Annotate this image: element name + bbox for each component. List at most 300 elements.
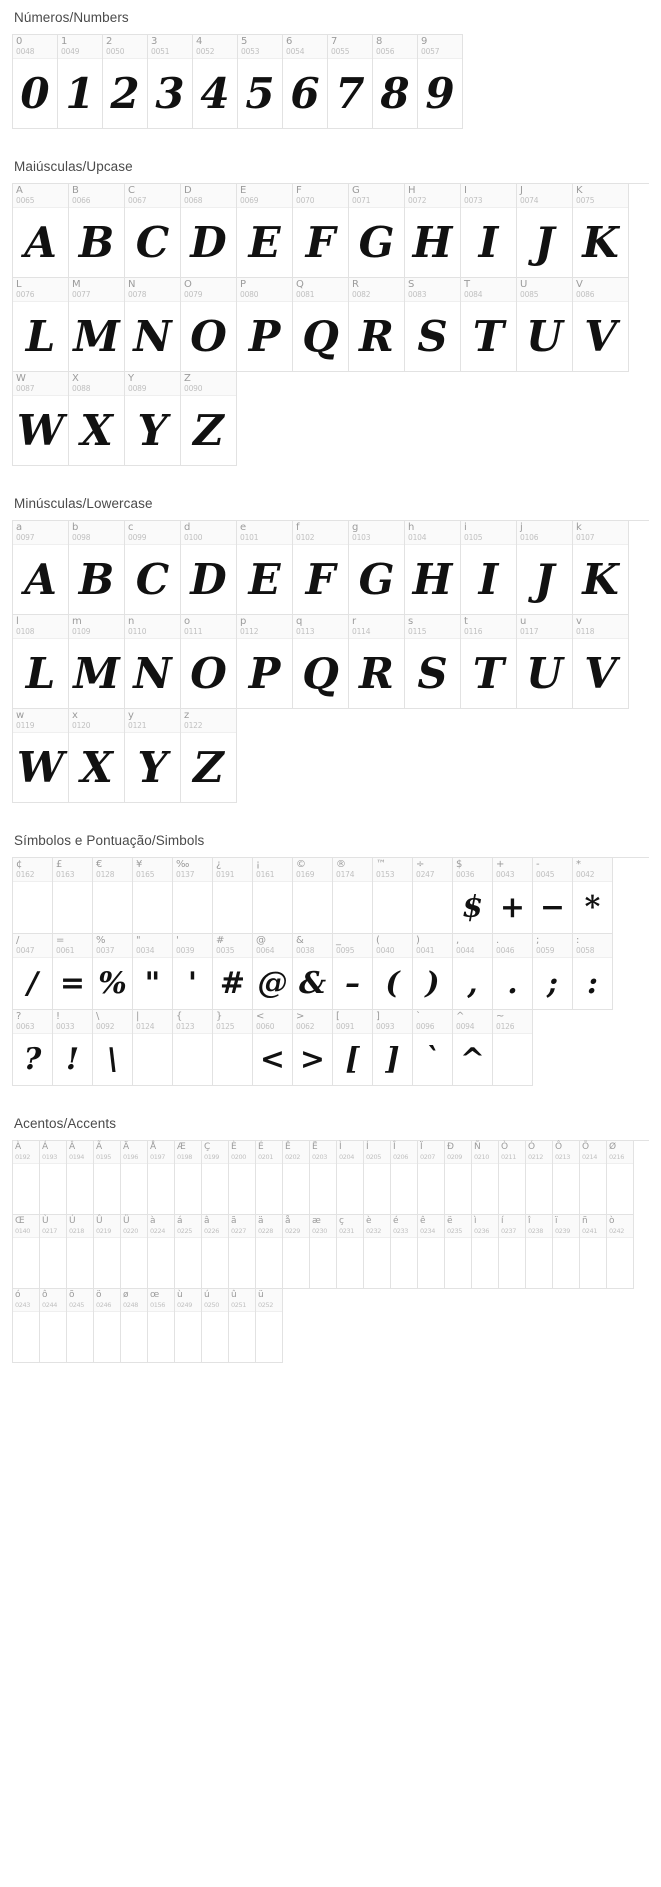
glyph-code-label: 0169 bbox=[296, 870, 315, 879]
glyph-preview: V bbox=[584, 649, 617, 698]
glyph-cell[interactable] bbox=[53, 858, 93, 934]
glyph-cell-header bbox=[349, 278, 404, 302]
glyph-cell-header bbox=[133, 934, 172, 958]
glyph-code-label: 0075 bbox=[576, 196, 595, 205]
glyph-cell[interactable] bbox=[253, 1010, 293, 1086]
glyph-cell[interactable] bbox=[418, 1215, 445, 1289]
glyph-char-label: æ bbox=[312, 1216, 321, 1226]
glyph-char-label: a bbox=[16, 522, 23, 533]
glyph-code-label: 0244 bbox=[42, 1301, 57, 1309]
glyph-cell[interactable] bbox=[173, 858, 213, 934]
glyph-preview: G bbox=[358, 555, 395, 604]
glyph-char-label: ä bbox=[258, 1216, 264, 1226]
glyph-cell[interactable] bbox=[121, 1141, 148, 1215]
glyph-cell[interactable] bbox=[13, 1010, 53, 1086]
glyph-preview: ! bbox=[65, 1042, 80, 1077]
glyph-cell-header bbox=[445, 1141, 471, 1164]
glyph-cell-header bbox=[173, 934, 212, 958]
glyph-preview bbox=[13, 1238, 39, 1288]
glyph-cell[interactable] bbox=[573, 521, 629, 615]
glyph-cell-header bbox=[175, 1141, 201, 1164]
glyph-cell[interactable] bbox=[333, 934, 373, 1010]
glyph-char-label: | bbox=[136, 1011, 140, 1022]
glyph-cell[interactable] bbox=[94, 1141, 121, 1215]
glyph-preview bbox=[364, 1164, 390, 1214]
glyph-cell[interactable] bbox=[125, 709, 181, 803]
glyph-cell[interactable] bbox=[349, 278, 405, 372]
glyph-cell[interactable] bbox=[53, 934, 93, 1010]
glyph-cell[interactable] bbox=[333, 1010, 373, 1086]
glyph-preview bbox=[256, 1238, 282, 1288]
glyph-cell[interactable] bbox=[573, 858, 613, 934]
glyph-cell[interactable] bbox=[175, 1141, 202, 1215]
glyph-cell[interactable] bbox=[94, 1215, 121, 1289]
glyph-cell[interactable] bbox=[121, 1215, 148, 1289]
glyph-cell[interactable] bbox=[181, 184, 237, 278]
glyph-code-label: 0220 bbox=[123, 1227, 138, 1235]
glyph-code-label: 0099 bbox=[128, 533, 147, 542]
glyph-cell[interactable] bbox=[373, 858, 413, 934]
glyph-char-label: ? bbox=[16, 1011, 22, 1022]
glyph-code-label: 0034 bbox=[136, 946, 155, 955]
glyph-preview bbox=[40, 1164, 66, 1214]
glyph-code-label: 0093 bbox=[376, 1022, 395, 1031]
glyph-cell[interactable] bbox=[253, 858, 293, 934]
glyph-cell[interactable] bbox=[213, 934, 253, 1010]
glyph-cell[interactable] bbox=[13, 1215, 40, 1289]
glyph-cell[interactable] bbox=[533, 934, 573, 1010]
glyph-preview: F bbox=[305, 555, 336, 604]
glyph-code-label: 0118 bbox=[576, 627, 595, 636]
glyph-cell[interactable] bbox=[293, 1010, 333, 1086]
glyph-cell[interactable] bbox=[148, 1289, 175, 1363]
glyph-cell[interactable] bbox=[405, 521, 461, 615]
glyph-cell[interactable] bbox=[202, 1215, 229, 1289]
glyph-cell[interactable] bbox=[148, 1215, 175, 1289]
glyph-cell[interactable] bbox=[133, 1010, 173, 1086]
glyph-cell[interactable] bbox=[40, 1289, 67, 1363]
glyph-cell[interactable] bbox=[373, 1010, 413, 1086]
glyph-cell-header bbox=[573, 278, 628, 302]
glyph-cell[interactable] bbox=[373, 934, 413, 1010]
glyph-preview: Z bbox=[193, 743, 224, 792]
glyph-code-label: 0234 bbox=[420, 1227, 435, 1235]
glyph-cell[interactable] bbox=[67, 1215, 94, 1289]
glyph-cell[interactable] bbox=[213, 1010, 253, 1086]
glyph-cell[interactable] bbox=[293, 615, 349, 709]
glyph-cell[interactable] bbox=[93, 934, 133, 1010]
glyph-cell-header bbox=[125, 372, 180, 396]
glyph-code-label: 0174 bbox=[336, 870, 355, 879]
glyph-cell[interactable] bbox=[69, 615, 125, 709]
glyph-cell[interactable] bbox=[293, 184, 349, 278]
glyph-cell[interactable] bbox=[13, 1141, 40, 1215]
glyph-preview bbox=[253, 882, 292, 933]
glyph-cell[interactable] bbox=[13, 521, 69, 615]
glyph-char-label: ™ bbox=[376, 859, 386, 870]
glyph-code-label: 0246 bbox=[96, 1301, 111, 1309]
glyph-char-label: i bbox=[464, 522, 467, 533]
glyph-cell[interactable] bbox=[181, 372, 237, 466]
glyph-cell-header bbox=[553, 1141, 579, 1164]
glyph-cell[interactable] bbox=[493, 934, 533, 1010]
glyph-preview: O bbox=[190, 312, 227, 361]
glyph-char-label: Ä bbox=[123, 1142, 130, 1152]
glyph-cell[interactable] bbox=[453, 858, 493, 934]
glyph-char-label: Ç bbox=[204, 1142, 211, 1152]
glyph-char-label: = bbox=[56, 935, 65, 946]
section-lowercase bbox=[12, 486, 649, 817]
glyph-char-label: Ü bbox=[123, 1216, 130, 1226]
glyph-cell[interactable] bbox=[472, 1141, 499, 1215]
glyph-code-label: 0217 bbox=[42, 1227, 57, 1235]
glyph-cell[interactable] bbox=[13, 615, 69, 709]
glyph-char-label: ø bbox=[123, 1290, 129, 1300]
glyph-cell-header bbox=[40, 1141, 66, 1164]
glyph-char-label: H bbox=[408, 185, 416, 196]
glyph-char-label: Å bbox=[150, 1142, 157, 1152]
glyph-cell[interactable] bbox=[202, 1141, 229, 1215]
glyph-char-label: % bbox=[96, 935, 106, 946]
glyph-preview: R bbox=[359, 312, 394, 361]
glyph-code-label: 0162 bbox=[16, 870, 35, 879]
glyph-cell[interactable] bbox=[13, 35, 58, 129]
glyph-cell[interactable] bbox=[173, 934, 213, 1010]
glyph-cell[interactable] bbox=[283, 35, 328, 129]
glyph-cell[interactable] bbox=[229, 1215, 256, 1289]
glyph-preview bbox=[391, 1238, 417, 1288]
glyph-preview: 6 bbox=[290, 69, 320, 118]
glyph-cell[interactable] bbox=[13, 184, 69, 278]
glyph-code-label: 0033 bbox=[56, 1022, 75, 1031]
glyph-cell-header bbox=[13, 1289, 39, 1312]
glyph-cell[interactable] bbox=[499, 1215, 526, 1289]
glyph-cell[interactable] bbox=[58, 35, 103, 129]
glyph-preview bbox=[418, 1164, 444, 1214]
glyph-char-label: w bbox=[16, 710, 25, 721]
glyph-cell[interactable] bbox=[349, 184, 405, 278]
glyph-char-label: : bbox=[576, 935, 580, 946]
glyph-code-label: 0247 bbox=[416, 870, 435, 879]
glyph-cell[interactable] bbox=[405, 184, 461, 278]
section-title-uppercase: Maiúsculas/Upcase bbox=[14, 159, 133, 174]
glyph-preview bbox=[553, 1238, 579, 1288]
glyph-cell[interactable] bbox=[175, 1289, 202, 1363]
glyph-cell-header bbox=[256, 1141, 282, 1164]
glyph-code-label: 0251 bbox=[231, 1301, 246, 1309]
glyph-cell[interactable] bbox=[413, 1010, 453, 1086]
glyph-code-label: 0061 bbox=[56, 946, 75, 955]
section-title-lowercase: Minúsculas/Lowercase bbox=[14, 496, 153, 511]
glyph-cell[interactable] bbox=[69, 709, 125, 803]
glyph-cell[interactable] bbox=[229, 1141, 256, 1215]
glyph-cell[interactable] bbox=[13, 372, 69, 466]
glyph-cell[interactable] bbox=[40, 1141, 67, 1215]
glyph-cell[interactable] bbox=[573, 184, 629, 278]
glyph-char-label: ¡ bbox=[256, 859, 261, 870]
glyph-code-label: 0225 bbox=[177, 1227, 192, 1235]
glyph-cell[interactable] bbox=[349, 615, 405, 709]
glyph-char-label: x bbox=[72, 710, 78, 721]
glyph-cell[interactable] bbox=[573, 615, 629, 709]
glyph-char-label: ö bbox=[96, 1290, 102, 1300]
glyph-cell[interactable] bbox=[445, 1141, 472, 1215]
glyph-cell[interactable] bbox=[93, 1010, 133, 1086]
glyph-char-label: P bbox=[240, 279, 247, 290]
glyph-char-label: W bbox=[16, 373, 26, 384]
glyph-cell[interactable] bbox=[293, 934, 333, 1010]
glyph-code-label: 0153 bbox=[376, 870, 395, 879]
glyph-cell[interactable] bbox=[364, 1215, 391, 1289]
glyph-preview: M bbox=[73, 312, 120, 361]
glyph-cell[interactable] bbox=[256, 1215, 283, 1289]
glyph-code-label: 0081 bbox=[296, 290, 315, 299]
glyph-cell-header bbox=[173, 1010, 212, 1034]
glyph-preview: 2 bbox=[110, 69, 140, 118]
glyph-cell[interactable] bbox=[493, 1010, 533, 1086]
glyph-preview: U bbox=[526, 312, 563, 361]
glyph-code-label: 0045 bbox=[536, 870, 555, 879]
glyph-cell[interactable] bbox=[125, 521, 181, 615]
glyph-cell-header bbox=[40, 1289, 66, 1312]
glyph-code-label: 0090 bbox=[184, 384, 203, 393]
glyph-cell[interactable] bbox=[181, 709, 237, 803]
glyph-cell[interactable] bbox=[13, 278, 69, 372]
glyph-cell[interactable] bbox=[461, 521, 517, 615]
glyph-cell[interactable] bbox=[125, 372, 181, 466]
glyph-cell-header bbox=[93, 1010, 132, 1034]
glyph-preview: 0 bbox=[20, 69, 50, 118]
glyph-cell[interactable] bbox=[526, 1215, 553, 1289]
glyph-cell[interactable] bbox=[337, 1141, 364, 1215]
section-spacer bbox=[12, 1086, 649, 1100]
glyph-char-label: Î bbox=[393, 1142, 396, 1152]
glyph-cell[interactable] bbox=[181, 278, 237, 372]
glyph-preview: N bbox=[133, 649, 172, 698]
glyph-cell[interactable] bbox=[310, 1141, 337, 1215]
glyph-preview: C bbox=[135, 555, 170, 604]
glyph-cell[interactable] bbox=[229, 1289, 256, 1363]
glyph-cell[interactable] bbox=[103, 35, 148, 129]
glyph-cell[interactable] bbox=[413, 858, 453, 934]
glyph-code-label: 0089 bbox=[128, 384, 147, 393]
glyph-char-label: O bbox=[184, 279, 192, 290]
glyph-cell[interactable] bbox=[333, 858, 373, 934]
glyph-cell-header bbox=[405, 521, 460, 545]
glyph-cell[interactable] bbox=[181, 615, 237, 709]
glyph-cell[interactable] bbox=[413, 934, 453, 1010]
glyph-code-label: 0087 bbox=[16, 384, 35, 393]
glyph-cell-header bbox=[58, 35, 102, 59]
glyph-char-label: 9 bbox=[421, 36, 428, 47]
glyph-cell[interactable] bbox=[337, 1215, 364, 1289]
glyph-cell[interactable] bbox=[13, 934, 53, 1010]
glyph-cell[interactable] bbox=[517, 184, 573, 278]
glyph-cell[interactable] bbox=[607, 1141, 634, 1215]
glyph-char-label: í bbox=[501, 1216, 504, 1226]
glyph-cell[interactable] bbox=[517, 521, 573, 615]
glyph-cell[interactable] bbox=[453, 1010, 493, 1086]
glyph-cell[interactable] bbox=[69, 521, 125, 615]
glyph-preview: J bbox=[534, 218, 555, 267]
glyph-cell[interactable] bbox=[13, 709, 69, 803]
glyph-char-label: ü bbox=[258, 1290, 264, 1300]
glyph-cell[interactable] bbox=[493, 858, 533, 934]
glyph-char-label: ú bbox=[204, 1290, 210, 1300]
glyph-cell[interactable] bbox=[391, 1215, 418, 1289]
glyph-code-label: 0243 bbox=[15, 1301, 30, 1309]
glyph-cell[interactable] bbox=[93, 858, 133, 934]
section-uppercase bbox=[12, 149, 649, 480]
glyph-cell[interactable] bbox=[121, 1289, 148, 1363]
glyph-preview: L bbox=[25, 312, 56, 361]
glyph-cell[interactable] bbox=[310, 1215, 337, 1289]
glyph-cell[interactable] bbox=[125, 184, 181, 278]
glyph-preview bbox=[553, 1164, 579, 1214]
glyph-cell[interactable] bbox=[553, 1141, 580, 1215]
glyph-cell[interactable] bbox=[181, 521, 237, 615]
glyph-char-label: k bbox=[576, 522, 582, 533]
glyph-preview bbox=[213, 882, 252, 933]
glyph-cell[interactable] bbox=[573, 278, 629, 372]
glyph-cell[interactable] bbox=[53, 1010, 93, 1086]
glyph-cell[interactable] bbox=[405, 615, 461, 709]
glyph-cell[interactable] bbox=[13, 858, 53, 934]
glyph-cell[interactable] bbox=[237, 278, 293, 372]
glyph-code-label: 0101 bbox=[240, 533, 259, 542]
glyph-char-label: ^ bbox=[456, 1011, 465, 1022]
glyph-preview bbox=[148, 1164, 174, 1214]
glyph-cell[interactable] bbox=[461, 615, 517, 709]
glyph-cell[interactable] bbox=[202, 1289, 229, 1363]
glyph-cell-header bbox=[181, 521, 236, 545]
glyph-cell-header bbox=[13, 1215, 39, 1238]
glyph-cell-header bbox=[53, 858, 92, 882]
glyph-preview bbox=[121, 1238, 147, 1288]
glyph-cell-header bbox=[283, 35, 327, 59]
glyph-code-label: 0125 bbox=[216, 1022, 235, 1031]
glyph-cell[interactable] bbox=[40, 1215, 67, 1289]
glyph-cell[interactable] bbox=[238, 35, 283, 129]
glyph-code-label: 0198 bbox=[177, 1153, 192, 1161]
glyph-cell[interactable] bbox=[94, 1289, 121, 1363]
glyph-preview: G bbox=[358, 218, 395, 267]
glyph-cell[interactable] bbox=[69, 372, 125, 466]
glyph-char-label: ç bbox=[339, 1216, 344, 1226]
glyph-cell[interactable] bbox=[69, 278, 125, 372]
glyph-char-label: 8 bbox=[376, 36, 383, 47]
glyph-cell[interactable] bbox=[283, 1215, 310, 1289]
glyph-cell[interactable] bbox=[256, 1141, 283, 1215]
glyph-cell[interactable] bbox=[69, 184, 125, 278]
glyph-cell[interactable] bbox=[67, 1289, 94, 1363]
glyph-code-label: 0210 bbox=[474, 1153, 489, 1161]
glyph-cell[interactable] bbox=[405, 278, 461, 372]
glyph-char-label: e bbox=[240, 522, 247, 533]
glyph-cell[interactable] bbox=[193, 35, 238, 129]
glyph-cell[interactable] bbox=[580, 1141, 607, 1215]
glyph-cell[interactable] bbox=[391, 1141, 418, 1215]
glyph-cell[interactable] bbox=[373, 35, 418, 129]
glyph-cell-header bbox=[517, 615, 572, 639]
glyph-preview: T bbox=[472, 312, 505, 361]
glyph-cell[interactable] bbox=[237, 521, 293, 615]
glyph-code-label: 0214 bbox=[582, 1153, 597, 1161]
glyph-cell[interactable] bbox=[125, 615, 181, 709]
glyph-preview bbox=[493, 1034, 532, 1085]
glyph-cell[interactable] bbox=[526, 1141, 553, 1215]
section-title-accents: Acentos/Accents bbox=[14, 1116, 117, 1131]
glyph-cell-header bbox=[13, 709, 68, 733]
glyph-cell[interactable] bbox=[418, 35, 463, 129]
glyph-cell[interactable] bbox=[293, 278, 349, 372]
glyph-char-label: ÷ bbox=[416, 859, 425, 870]
glyph-cell[interactable] bbox=[13, 1289, 40, 1363]
glyph-char-label: œ bbox=[150, 1290, 160, 1300]
glyph-cell[interactable] bbox=[173, 1010, 213, 1086]
glyph-cell-header bbox=[337, 1141, 363, 1164]
glyph-cell[interactable] bbox=[256, 1289, 283, 1363]
glyph-cell-header bbox=[607, 1215, 633, 1238]
glyph-code-label: 0156 bbox=[150, 1301, 165, 1309]
glyph-cell[interactable] bbox=[580, 1215, 607, 1289]
glyph-cell-header bbox=[418, 1215, 444, 1238]
glyph-cell[interactable] bbox=[148, 1141, 175, 1215]
glyph-cell[interactable] bbox=[607, 1215, 634, 1289]
glyph-cell[interactable] bbox=[328, 35, 373, 129]
glyph-cell[interactable] bbox=[148, 35, 193, 129]
glyph-preview bbox=[283, 1238, 309, 1288]
glyph-cell[interactable] bbox=[461, 184, 517, 278]
glyph-cell[interactable] bbox=[553, 1215, 580, 1289]
glyph-cell[interactable] bbox=[349, 521, 405, 615]
glyph-cell[interactable] bbox=[364, 1141, 391, 1215]
glyph-cell[interactable] bbox=[133, 858, 173, 934]
glyph-cell[interactable] bbox=[445, 1215, 472, 1289]
glyph-cell[interactable] bbox=[125, 278, 181, 372]
glyph-cell[interactable] bbox=[453, 934, 493, 1010]
glyph-cell[interactable] bbox=[418, 1141, 445, 1215]
glyph-cell[interactable] bbox=[283, 1141, 310, 1215]
glyph-cell[interactable] bbox=[237, 184, 293, 278]
glyph-cell[interactable] bbox=[237, 615, 293, 709]
glyph-cell[interactable] bbox=[517, 278, 573, 372]
glyph-code-label: 0109 bbox=[72, 627, 91, 636]
glyph-code-label: 0237 bbox=[501, 1227, 516, 1235]
glyph-char-label: Ô bbox=[555, 1142, 563, 1152]
glyph-cell[interactable] bbox=[293, 521, 349, 615]
glyph-preview: 7 bbox=[335, 69, 365, 118]
glyph-code-label: 0235 bbox=[447, 1227, 462, 1235]
glyph-cell[interactable] bbox=[293, 858, 333, 934]
glyph-cell[interactable] bbox=[253, 934, 293, 1010]
glyph-cell[interactable] bbox=[133, 934, 173, 1010]
glyph-code-label: 0204 bbox=[339, 1153, 354, 1161]
glyph-preview: − bbox=[539, 890, 566, 925]
glyph-cell[interactable] bbox=[517, 615, 573, 709]
glyph-cell[interactable] bbox=[499, 1141, 526, 1215]
glyph-cell[interactable] bbox=[573, 934, 613, 1010]
glyph-cell[interactable] bbox=[175, 1215, 202, 1289]
glyph-cell[interactable] bbox=[461, 278, 517, 372]
glyph-cell[interactable] bbox=[472, 1215, 499, 1289]
glyph-cell[interactable] bbox=[533, 858, 573, 934]
glyph-cell[interactable] bbox=[213, 858, 253, 934]
glyph-cell-header bbox=[405, 184, 460, 208]
glyph-cell[interactable] bbox=[67, 1141, 94, 1215]
glyph-code-label: 0059 bbox=[536, 946, 555, 955]
glyph-preview: U bbox=[526, 649, 563, 698]
